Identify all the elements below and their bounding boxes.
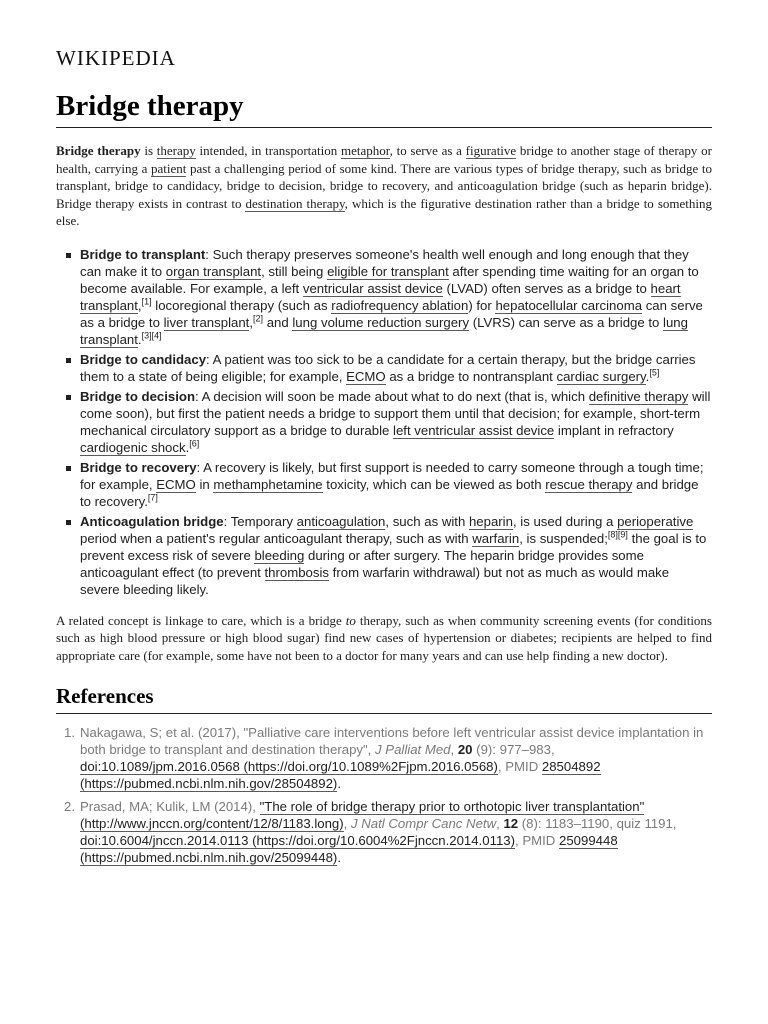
reference-number: 1.: [64, 725, 75, 740]
text: from warfarin withdrawal) but not as much as would make severe bleeding likely.: [80, 564, 670, 597]
link-organ-transplant[interactable]: organ transplant: [165, 263, 262, 279]
bullet-icon: [66, 466, 71, 471]
text: implant in refractory: [554, 422, 674, 438]
reference-title-url[interactable]: (http://www.jnccn.org/content/12/8/1183.long): [80, 816, 344, 831]
item-heading: Bridge to transplant: [80, 246, 206, 262]
citation-link-6[interactable]: [6]: [189, 438, 200, 449]
reference-pmid-url[interactable]: (https://pubmed.ncbi.nlm.nih.gov/28504892): [80, 776, 338, 791]
citation-link-7[interactable]: [7]: [147, 492, 158, 503]
text: , which is the figurative destination rather than a bridge to something else.: [56, 195, 712, 228]
text: locoregional therapy (such as: [151, 297, 332, 313]
link-lung-transplant[interactable]: lung transplant: [80, 314, 688, 347]
list-item-bridge-to-candidacy: [80, 351, 712, 385]
reference-doi-link[interactable]: doi:10.1089/jpm.2016.0568: [80, 759, 240, 774]
text: , is suspended;: [519, 530, 608, 546]
text: after spending time waiting for an organ to become available. For example, a left: [80, 263, 699, 296]
reference-number: 2.: [64, 799, 75, 814]
text: .: [645, 368, 650, 384]
list-item-bridge-to-decision: [80, 388, 712, 456]
text: will come soon), but first the patient needs a bridge to support them until that decision; for example, short-term mechanical circulatory support as a bridge to durable: [80, 388, 711, 438]
item-heading: Bridge to recovery: [80, 459, 197, 475]
text: ,: [496, 816, 504, 831]
reference-title-link[interactable]: "The role of bridge therapy prior to orthotopic liver transplantation": [259, 799, 645, 814]
text: ) for: [468, 297, 496, 313]
reference-authors: Prasad, MA; Kulik, LM (2014),: [80, 799, 260, 814]
page-title: Bridge therapy: [56, 90, 712, 128]
list-item-bridge-to-recovery: [80, 459, 712, 510]
text: ,: [137, 297, 142, 313]
related-concept-paragraph: [56, 612, 712, 665]
emphasis: to: [345, 612, 356, 628]
text: (LVRS) can serve as a bridge to: [469, 314, 664, 330]
reference-volume: 12: [503, 816, 519, 831]
reference-journal: J Palliat Med: [375, 742, 451, 757]
item-heading: Bridge to decision: [80, 388, 196, 404]
link-heparin[interactable]: heparin: [468, 513, 513, 529]
text: ,: [343, 816, 351, 831]
citation: [189, 438, 199, 448]
text: , PMID: [515, 833, 559, 848]
link-lung-volume-reduction-surgery[interactable]: lung volume reduction surgery: [292, 314, 470, 330]
text: as a bridge to nontransplant: [385, 368, 557, 384]
reference-journal: J Natl Compr Canc Netw: [351, 816, 497, 831]
bullet-icon: [66, 358, 71, 363]
list-item-bridge-to-transplant: [80, 246, 712, 348]
citation-link-4[interactable]: [4]: [151, 330, 162, 341]
citation: [608, 529, 628, 539]
link-anticoagulation[interactable]: anticoagulation: [296, 513, 386, 529]
link-heart-transplant[interactable]: heart transplant: [80, 280, 681, 313]
list-item-anticoagulation-bridge: [80, 513, 712, 598]
citation: [142, 330, 162, 340]
intro-paragraph: [56, 142, 712, 230]
reference-volume: 20: [457, 742, 473, 757]
citation: [142, 296, 152, 306]
text: intended, in transportation: [195, 143, 342, 158]
bullet-icon: [66, 253, 71, 258]
text: : A decision will soon be made about what to do next (that is, which: [195, 388, 589, 404]
text: .: [337, 850, 341, 865]
text: .: [137, 331, 142, 347]
text: , still being: [261, 263, 328, 279]
citation-link-8[interactable]: [8]: [607, 529, 618, 540]
link-ventricular-assist-device[interactable]: ventricular assist device: [302, 280, 443, 296]
link-ecmo[interactable]: ECMO: [346, 368, 386, 384]
text: ,: [450, 742, 458, 757]
citation: [649, 367, 659, 377]
text: bridge to another stage of therapy or health, carrying a: [56, 143, 712, 176]
reference-doi-url[interactable]: (https://doi.org/10.6004%2Fjnccn.2014.0113): [248, 833, 516, 848]
text: can serve as a bridge to: [80, 297, 703, 330]
link-patient[interactable]: patient: [151, 160, 187, 176]
link-warfarin[interactable]: warfarin: [472, 530, 520, 546]
text: (8): 1183–1190, quiz 1191,: [518, 816, 677, 831]
link-left-ventricular-assist-device[interactable]: left ventricular assist device: [393, 422, 555, 438]
text: and: [263, 314, 293, 330]
citation-link-1[interactable]: [1]: [141, 296, 152, 307]
item-heading: Bridge to candidacy: [80, 351, 207, 367]
link-metaphor[interactable]: metaphor: [341, 143, 390, 158]
text: is: [140, 143, 157, 158]
intro-bold-term: Bridge therapy: [56, 143, 141, 158]
text: in: [195, 476, 214, 492]
reference-item: [64, 798, 712, 866]
link-cardiac-surgery[interactable]: cardiac surgery: [556, 368, 646, 384]
text: , such as with: [385, 513, 469, 529]
citation: [253, 313, 263, 323]
link-figurative[interactable]: figurative: [465, 143, 517, 158]
text: during or after surgery. The heparin bridge provides some anticoagulant effect (to prevent: [80, 547, 644, 580]
text: , to serve as a: [389, 143, 466, 158]
link-destination-therapy[interactable]: destination therapy: [245, 195, 345, 211]
link-liver-transplant[interactable]: liver transplant: [163, 314, 250, 330]
citation: [148, 492, 158, 502]
text: : A patient was too sick to be a candidate for a certain therapy, but the bridge carries them to a state of being eligible; for example,: [80, 351, 696, 384]
link-radiofrequency-ablation[interactable]: radiofrequency ablation: [331, 297, 469, 313]
citation-link-3[interactable]: [3]: [141, 330, 152, 341]
reference-doi-link[interactable]: doi:10.6004/jnccn.2014.0113: [80, 833, 249, 848]
citation-link-5[interactable]: [5]: [649, 367, 660, 378]
references-list: [56, 724, 712, 866]
link-therapy[interactable]: therapy: [156, 143, 196, 158]
reference-pmid-link[interactable]: 25099448: [558, 833, 618, 848]
references-heading: References: [56, 684, 712, 714]
wikipedia-logo[interactable]: WIKIPEDIA: [56, 46, 176, 70]
link-perioperative[interactable]: perioperative: [617, 513, 694, 529]
bullet-icon: [66, 520, 71, 525]
text: ,: [249, 314, 254, 330]
reference-authors-title: Nakagawa, S; et al. (2017), "Palliative care interventions before left ventricular assist device implantation in both bridge to transplant and destination therapy",: [80, 725, 704, 757]
link-definitive-therapy[interactable]: definitive therapy: [588, 388, 689, 404]
text: therapy, such as when community screening events (for conditions such as high blood pressure or high blood sugar) find new cases of hypertension or diabetes; recipients are helped to find appropriate care (for example, some have not been to a doctor for many years and can use help finding a new doctor).: [56, 612, 712, 663]
text: (9): 977–983,: [472, 742, 555, 757]
text: the goal is to prevent excess risk of severe: [80, 530, 707, 563]
bridge-types-list: [56, 246, 712, 598]
link-bleeding[interactable]: bleeding: [254, 547, 305, 563]
text: .: [337, 776, 341, 791]
item-heading: Anticoagulation bridge: [80, 513, 224, 529]
text: A related concept is linkage to care, which is a bridge: [56, 612, 346, 628]
link-cardiogenic-shock[interactable]: cardiogenic shock: [80, 439, 186, 455]
text: and bridge to recovery.: [80, 476, 699, 509]
text: (LVAD) often serves as a bridge to: [442, 280, 651, 296]
text: toxicity, which can be viewed as both: [322, 476, 546, 492]
reference-doi-url[interactable]: (https://doi.org/10.1089%2Fjpm.2016.0568): [239, 759, 498, 774]
text: period when a patient's regular anticoagulant therapy, such as with: [80, 530, 473, 546]
citation-link-2[interactable]: [2]: [253, 313, 264, 324]
text: , is used during a: [512, 513, 618, 529]
link-hepatocellular-carcinoma[interactable]: hepatocellular carcinoma: [495, 297, 643, 313]
reference-item: [64, 724, 712, 792]
link-thrombosis[interactable]: thrombosis: [264, 564, 330, 580]
text: past a challenging period of some kind. There are various types of bridge therapy, such as bridge to transplant, bridge to candidacy, bridge to decision, bridge to recovery, and anticoagulation bridge (such as heparin bridge). Bridge therapy exists in contrast to: [56, 160, 713, 211]
citation-link-9[interactable]: [9]: [617, 529, 628, 540]
bullet-icon: [66, 395, 71, 400]
text: : Such therapy preserves someone's health well enough and long enough that they can make it to: [80, 246, 689, 279]
link-methamphetamine[interactable]: methamphetamine: [213, 476, 323, 492]
text: .: [185, 439, 190, 455]
reference-pmid-link[interactable]: 28504892: [541, 759, 601, 774]
link-rescue-therapy[interactable]: rescue therapy: [545, 476, 633, 492]
reference-pmid-url[interactable]: (https://pubmed.ncbi.nlm.nih.gov/25099448): [80, 850, 338, 865]
text: , PMID: [497, 759, 542, 774]
link-eligible-for-transplant[interactable]: eligible for transplant: [327, 263, 449, 279]
text: : Temporary: [223, 513, 297, 529]
link-ecmo-2[interactable]: ECMO: [156, 476, 196, 492]
text: : A recovery is likely, but first support is needed to carry someone through a tough time; for example,: [80, 459, 704, 492]
